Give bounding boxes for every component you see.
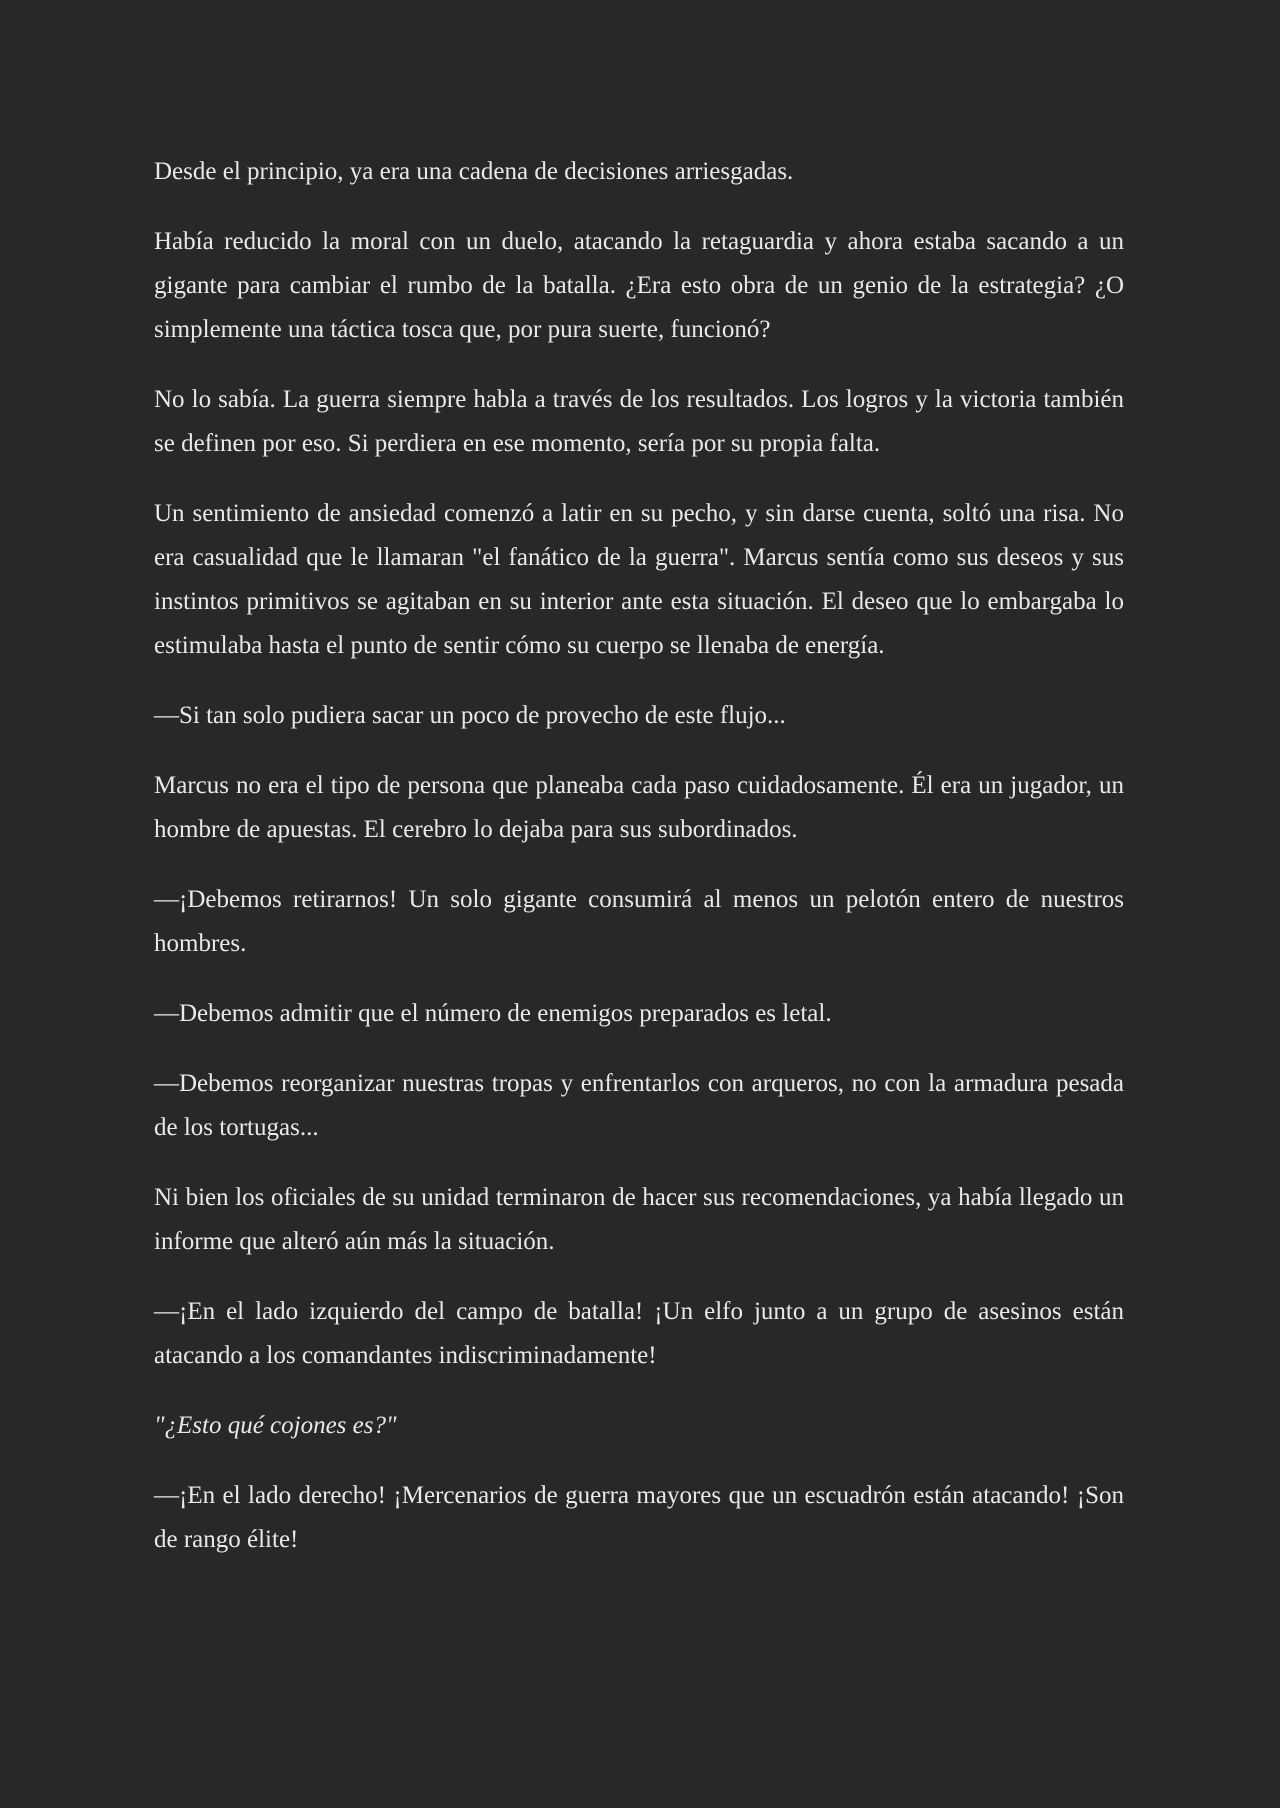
dialogue-paragraph: —¡Debemos retirarnos! Un solo gigante consumirá al menos un pelotón entero de nuestros hombres. <box>154 886 1124 957</box>
paragraph: Marcus no era el tipo de persona que planeaba cada paso cuidadosamente. Él era un jugador, un hombre de apuestas. El cerebro lo dejaba para sus subordinados. <box>154 772 1124 843</box>
paragraph: No lo sabía. La guerra siempre habla a través de los resultados. Los logros y la victoria también se definen por eso. Si perdiera en ese momento, sería por su propia falta. <box>154 386 1124 457</box>
dialogue-paragraph: —Si tan solo pudiera sacar un poco de provecho de este flujo... <box>154 702 786 729</box>
dialogue-paragraph: —Debemos reorganizar nuestras tropas y enfrentarlos con arqueros, no con la armadura pesada de los tortugas... <box>154 1070 1124 1141</box>
dialogue-paragraph: —Debemos admitir que el número de enemigos preparados es letal. <box>154 1000 832 1027</box>
paragraph: Un sentimiento de ansiedad comenzó a latir en su pecho, y sin darse cuenta, soltó una risa. No era casualidad que le llamaran "el fanático de la guerra". Marcus sentía como sus deseos y sus instintos primitivos se agitaban en su interior ante esta situación. El deseo que lo embargaba lo estimulaba hasta el punto de sentir cómo su cuerpo se llenaba de energía. <box>154 500 1124 659</box>
paragraph: Había reducido la moral con un duelo, atacando la retaguardia y ahora estaba sacando a un gigante para cambiar el rumbo de la batalla. ¿Era esto obra de un genio de la estrategia? ¿O simplemente una táctica tosca que, por pura suerte, funcionó? <box>154 228 1124 343</box>
thought-paragraph: "¿Esto qué cojones es?" <box>154 1412 397 1439</box>
dialogue-paragraph: —¡En el lado izquierdo del campo de batalla! ¡Un elfo junto a un grupo de asesinos están atacando a los comandantes indiscriminadamente! <box>154 1298 1124 1369</box>
paragraph: Desde el principio, ya era una cadena de decisiones arriesgadas. <box>154 158 794 185</box>
chapter-text <box>154 150 1124 1588</box>
paragraph: Ni bien los oficiales de su unidad terminaron de hacer sus recomendaciones, ya había llegado un informe que alteró aún más la situación. <box>154 1184 1124 1255</box>
dialogue-paragraph: —¡En el lado derecho! ¡Mercenarios de guerra mayores que un escuadrón están atacando! ¡Son de rango élite! <box>154 1482 1124 1553</box>
